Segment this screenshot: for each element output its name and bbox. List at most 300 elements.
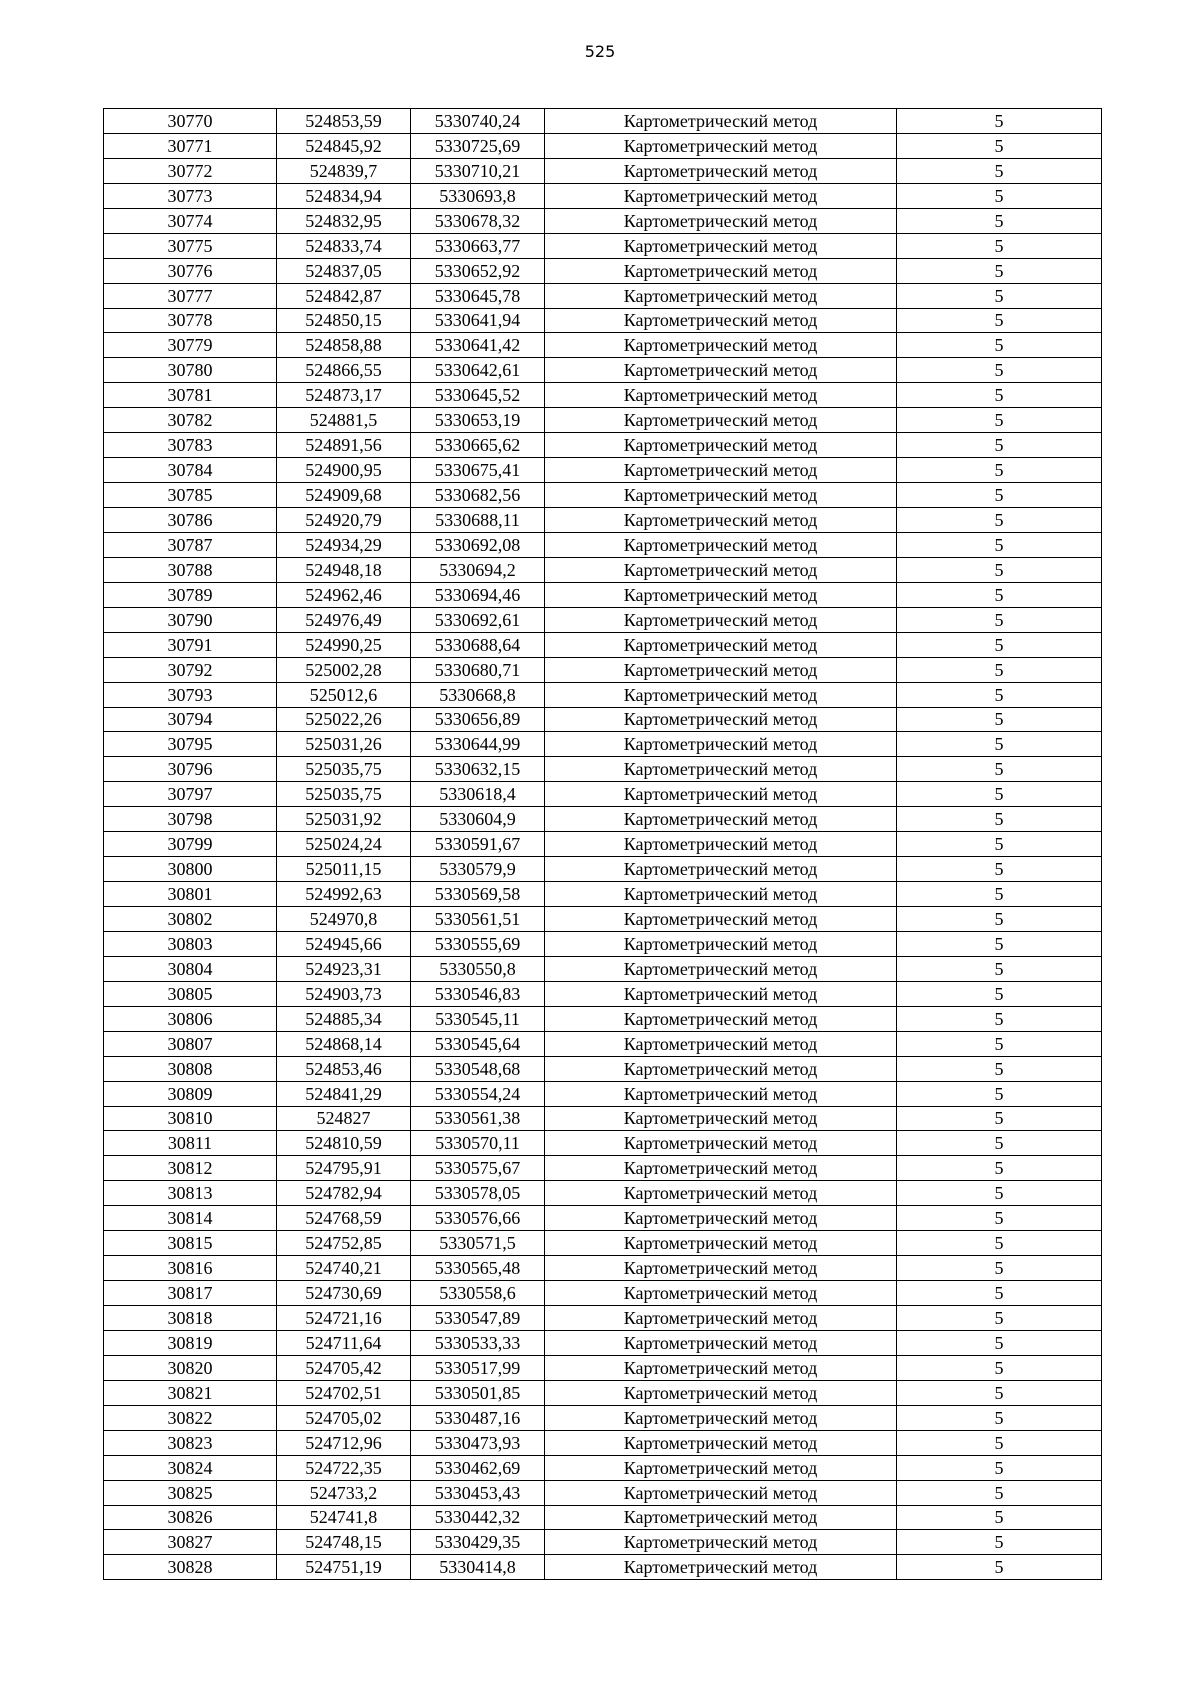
accuracy-cell: 5 bbox=[897, 133, 1102, 158]
y-coordinate-cell: 5330725,69 bbox=[411, 133, 545, 158]
y-coordinate-cell: 5330693,8 bbox=[411, 183, 545, 208]
point-number-cell: 30812 bbox=[104, 1156, 277, 1181]
point-number-cell: 30788 bbox=[104, 557, 277, 582]
method-cell: Картометрический метод bbox=[545, 1380, 897, 1405]
x-coordinate-cell: 525012,6 bbox=[277, 682, 411, 707]
y-coordinate-cell: 5330675,41 bbox=[411, 458, 545, 483]
y-coordinate-cell: 5330694,2 bbox=[411, 557, 545, 582]
table-row bbox=[104, 732, 1102, 757]
table-row bbox=[104, 1081, 1102, 1106]
method-cell: Картометрический метод bbox=[545, 682, 897, 707]
accuracy-cell: 5 bbox=[897, 1131, 1102, 1156]
method-cell: Картометрический метод bbox=[545, 1081, 897, 1106]
x-coordinate-cell: 524722,35 bbox=[277, 1455, 411, 1480]
point-number-cell: 30824 bbox=[104, 1455, 277, 1480]
x-coordinate-cell: 524712,96 bbox=[277, 1430, 411, 1455]
table-row bbox=[104, 1281, 1102, 1306]
x-coordinate-cell: 525031,26 bbox=[277, 732, 411, 757]
point-number-cell: 30809 bbox=[104, 1081, 277, 1106]
accuracy-cell: 5 bbox=[897, 981, 1102, 1006]
accuracy-cell: 5 bbox=[897, 882, 1102, 907]
table-row bbox=[104, 1256, 1102, 1281]
point-number-cell: 30779 bbox=[104, 333, 277, 358]
x-coordinate-cell: 524992,63 bbox=[277, 882, 411, 907]
x-coordinate-cell: 524866,55 bbox=[277, 358, 411, 383]
accuracy-cell: 5 bbox=[897, 458, 1102, 483]
table-row bbox=[104, 1505, 1102, 1530]
point-number-cell: 30796 bbox=[104, 757, 277, 782]
y-coordinate-cell: 5330517,99 bbox=[411, 1355, 545, 1380]
method-cell: Картометрический метод bbox=[545, 757, 897, 782]
coordinates-table bbox=[103, 108, 1102, 1580]
method-cell: Картометрический метод bbox=[545, 632, 897, 657]
table-row bbox=[104, 757, 1102, 782]
accuracy-cell: 5 bbox=[897, 208, 1102, 233]
point-number-cell: 30821 bbox=[104, 1380, 277, 1405]
method-cell: Картометрический метод bbox=[545, 408, 897, 433]
accuracy-cell: 5 bbox=[897, 1330, 1102, 1355]
accuracy-cell: 5 bbox=[897, 1256, 1102, 1281]
table-row bbox=[104, 283, 1102, 308]
accuracy-cell: 5 bbox=[897, 1156, 1102, 1181]
x-coordinate-cell: 524900,95 bbox=[277, 458, 411, 483]
y-coordinate-cell: 5330645,52 bbox=[411, 383, 545, 408]
method-cell: Картометрический метод bbox=[545, 607, 897, 632]
y-coordinate-cell: 5330688,64 bbox=[411, 632, 545, 657]
table-row bbox=[104, 1306, 1102, 1331]
table-row bbox=[104, 1530, 1102, 1555]
y-coordinate-cell: 5330561,51 bbox=[411, 907, 545, 932]
method-cell: Картометрический метод bbox=[545, 582, 897, 607]
point-number-cell: 30799 bbox=[104, 832, 277, 857]
method-cell: Картометрический метод bbox=[545, 1330, 897, 1355]
table-row bbox=[104, 682, 1102, 707]
x-coordinate-cell: 524909,68 bbox=[277, 483, 411, 508]
table-row bbox=[104, 1031, 1102, 1056]
x-coordinate-cell: 524990,25 bbox=[277, 632, 411, 657]
table-row bbox=[104, 882, 1102, 907]
point-number-cell: 30827 bbox=[104, 1530, 277, 1555]
method-cell: Картометрический метод bbox=[545, 433, 897, 458]
x-coordinate-cell: 525022,26 bbox=[277, 707, 411, 732]
point-number-cell: 30826 bbox=[104, 1505, 277, 1530]
y-coordinate-cell: 5330429,35 bbox=[411, 1530, 545, 1555]
method-cell: Картометрический метод bbox=[545, 1031, 897, 1056]
method-cell: Картометрический метод bbox=[545, 1156, 897, 1181]
y-coordinate-cell: 5330604,9 bbox=[411, 807, 545, 832]
table-row bbox=[104, 433, 1102, 458]
y-coordinate-cell: 5330533,33 bbox=[411, 1330, 545, 1355]
point-number-cell: 30775 bbox=[104, 233, 277, 258]
method-cell: Картометрический метод bbox=[545, 1231, 897, 1256]
y-coordinate-cell: 5330576,66 bbox=[411, 1206, 545, 1231]
accuracy-cell: 5 bbox=[897, 1231, 1102, 1256]
y-coordinate-cell: 5330487,16 bbox=[411, 1405, 545, 1430]
table-row bbox=[104, 857, 1102, 882]
x-coordinate-cell: 524945,66 bbox=[277, 931, 411, 956]
accuracy-cell: 5 bbox=[897, 857, 1102, 882]
accuracy-cell: 5 bbox=[897, 607, 1102, 632]
y-coordinate-cell: 5330462,69 bbox=[411, 1455, 545, 1480]
table-row bbox=[104, 408, 1102, 433]
accuracy-cell: 5 bbox=[897, 1555, 1102, 1580]
method-cell: Картометрический метод bbox=[545, 1206, 897, 1231]
point-number-cell: 30806 bbox=[104, 1006, 277, 1031]
x-coordinate-cell: 524885,34 bbox=[277, 1006, 411, 1031]
y-coordinate-cell: 5330501,85 bbox=[411, 1380, 545, 1405]
y-coordinate-cell: 5330555,69 bbox=[411, 931, 545, 956]
method-cell: Картометрический метод bbox=[545, 907, 897, 932]
y-coordinate-cell: 5330668,8 bbox=[411, 682, 545, 707]
point-number-cell: 30781 bbox=[104, 383, 277, 408]
accuracy-cell: 5 bbox=[897, 1306, 1102, 1331]
method-cell: Картометрический метод bbox=[545, 308, 897, 333]
accuracy-cell: 5 bbox=[897, 1006, 1102, 1031]
accuracy-cell: 5 bbox=[897, 907, 1102, 932]
y-coordinate-cell: 5330692,61 bbox=[411, 607, 545, 632]
method-cell: Картометрический метод bbox=[545, 1181, 897, 1206]
accuracy-cell: 5 bbox=[897, 732, 1102, 757]
table-row bbox=[104, 458, 1102, 483]
accuracy-cell: 5 bbox=[897, 258, 1102, 283]
method-cell: Картометрический метод bbox=[545, 782, 897, 807]
point-number-cell: 30798 bbox=[104, 807, 277, 832]
method-cell: Картометрический метод bbox=[545, 657, 897, 682]
y-coordinate-cell: 5330561,38 bbox=[411, 1106, 545, 1131]
point-number-cell: 30794 bbox=[104, 707, 277, 732]
accuracy-cell: 5 bbox=[897, 1181, 1102, 1206]
y-coordinate-cell: 5330548,68 bbox=[411, 1056, 545, 1081]
table-row bbox=[104, 832, 1102, 857]
method-cell: Картометрический метод bbox=[545, 832, 897, 857]
x-coordinate-cell: 525024,24 bbox=[277, 832, 411, 857]
point-number-cell: 30828 bbox=[104, 1555, 277, 1580]
method-cell: Картометрический метод bbox=[545, 283, 897, 308]
x-coordinate-cell: 525035,75 bbox=[277, 757, 411, 782]
method-cell: Картометрический метод bbox=[545, 508, 897, 533]
method-cell: Картометрический метод bbox=[545, 1480, 897, 1505]
point-number-cell: 30814 bbox=[104, 1206, 277, 1231]
table-row bbox=[104, 483, 1102, 508]
x-coordinate-cell: 524833,74 bbox=[277, 233, 411, 258]
x-coordinate-cell: 524705,02 bbox=[277, 1405, 411, 1430]
point-number-cell: 30808 bbox=[104, 1056, 277, 1081]
accuracy-cell: 5 bbox=[897, 1206, 1102, 1231]
x-coordinate-cell: 524934,29 bbox=[277, 532, 411, 557]
accuracy-cell: 5 bbox=[897, 532, 1102, 557]
table-row bbox=[104, 582, 1102, 607]
y-coordinate-cell: 5330591,67 bbox=[411, 832, 545, 857]
point-number-cell: 30800 bbox=[104, 857, 277, 882]
point-number-cell: 30777 bbox=[104, 283, 277, 308]
x-coordinate-cell: 524733,2 bbox=[277, 1480, 411, 1505]
method-cell: Картометрический метод bbox=[545, 133, 897, 158]
method-cell: Картометрический метод bbox=[545, 1006, 897, 1031]
table-row bbox=[104, 358, 1102, 383]
x-coordinate-cell: 525035,75 bbox=[277, 782, 411, 807]
accuracy-cell: 5 bbox=[897, 1380, 1102, 1405]
point-number-cell: 30787 bbox=[104, 532, 277, 557]
accuracy-cell: 5 bbox=[897, 358, 1102, 383]
point-number-cell: 30807 bbox=[104, 1031, 277, 1056]
y-coordinate-cell: 5330579,9 bbox=[411, 857, 545, 882]
y-coordinate-cell: 5330578,05 bbox=[411, 1181, 545, 1206]
x-coordinate-cell: 524868,14 bbox=[277, 1031, 411, 1056]
method-cell: Картометрический метод bbox=[545, 956, 897, 981]
method-cell: Картометрический метод bbox=[545, 483, 897, 508]
method-cell: Картометрический метод bbox=[545, 158, 897, 183]
table-row bbox=[104, 308, 1102, 333]
table-row bbox=[104, 1455, 1102, 1480]
accuracy-cell: 5 bbox=[897, 1056, 1102, 1081]
accuracy-cell: 5 bbox=[897, 1031, 1102, 1056]
accuracy-cell: 5 bbox=[897, 233, 1102, 258]
accuracy-cell: 5 bbox=[897, 1530, 1102, 1555]
x-coordinate-cell: 524841,29 bbox=[277, 1081, 411, 1106]
table-row bbox=[104, 1231, 1102, 1256]
method-cell: Картометрический метод bbox=[545, 1281, 897, 1306]
table-row bbox=[104, 707, 1102, 732]
x-coordinate-cell: 524976,49 bbox=[277, 607, 411, 632]
x-coordinate-cell: 524768,59 bbox=[277, 1206, 411, 1231]
method-cell: Картометрический метод bbox=[545, 1430, 897, 1455]
y-coordinate-cell: 5330565,48 bbox=[411, 1256, 545, 1281]
x-coordinate-cell: 524832,95 bbox=[277, 208, 411, 233]
table-row bbox=[104, 1555, 1102, 1580]
point-number-cell: 30822 bbox=[104, 1405, 277, 1430]
x-coordinate-cell: 524850,15 bbox=[277, 308, 411, 333]
point-number-cell: 30784 bbox=[104, 458, 277, 483]
point-number-cell: 30791 bbox=[104, 632, 277, 657]
point-number-cell: 30801 bbox=[104, 882, 277, 907]
point-number-cell: 30778 bbox=[104, 308, 277, 333]
method-cell: Картометрический метод bbox=[545, 109, 897, 134]
method-cell: Картометрический метод bbox=[545, 882, 897, 907]
x-coordinate-cell: 524740,21 bbox=[277, 1256, 411, 1281]
x-coordinate-cell: 524962,46 bbox=[277, 582, 411, 607]
x-coordinate-cell: 524748,15 bbox=[277, 1530, 411, 1555]
point-number-cell: 30817 bbox=[104, 1281, 277, 1306]
point-number-cell: 30818 bbox=[104, 1306, 277, 1331]
method-cell: Картометрический метод bbox=[545, 981, 897, 1006]
point-number-cell: 30804 bbox=[104, 956, 277, 981]
table-row bbox=[104, 557, 1102, 582]
method-cell: Картометрический метод bbox=[545, 1106, 897, 1131]
table-row bbox=[104, 1330, 1102, 1355]
point-number-cell: 30811 bbox=[104, 1131, 277, 1156]
y-coordinate-cell: 5330644,99 bbox=[411, 732, 545, 757]
y-coordinate-cell: 5330571,5 bbox=[411, 1231, 545, 1256]
point-number-cell: 30790 bbox=[104, 607, 277, 632]
point-number-cell: 30795 bbox=[104, 732, 277, 757]
x-coordinate-cell: 524752,85 bbox=[277, 1231, 411, 1256]
point-number-cell: 30789 bbox=[104, 582, 277, 607]
y-coordinate-cell: 5330641,42 bbox=[411, 333, 545, 358]
point-number-cell: 30785 bbox=[104, 483, 277, 508]
method-cell: Картометрический метод bbox=[545, 1355, 897, 1380]
accuracy-cell: 5 bbox=[897, 1455, 1102, 1480]
y-coordinate-cell: 5330694,46 bbox=[411, 582, 545, 607]
y-coordinate-cell: 5330442,32 bbox=[411, 1505, 545, 1530]
method-cell: Картометрический метод bbox=[545, 557, 897, 582]
table-row bbox=[104, 183, 1102, 208]
y-coordinate-cell: 5330554,24 bbox=[411, 1081, 545, 1106]
point-number-cell: 30802 bbox=[104, 907, 277, 932]
accuracy-cell: 5 bbox=[897, 383, 1102, 408]
x-coordinate-cell: 524970,8 bbox=[277, 907, 411, 932]
x-coordinate-cell: 524721,16 bbox=[277, 1306, 411, 1331]
y-coordinate-cell: 5330641,94 bbox=[411, 308, 545, 333]
table-row bbox=[104, 907, 1102, 932]
x-coordinate-cell: 524751,19 bbox=[277, 1555, 411, 1580]
point-number-cell: 30786 bbox=[104, 508, 277, 533]
x-coordinate-cell: 524834,94 bbox=[277, 183, 411, 208]
point-number-cell: 30770 bbox=[104, 109, 277, 134]
point-number-cell: 30782 bbox=[104, 408, 277, 433]
point-number-cell: 30819 bbox=[104, 1330, 277, 1355]
y-coordinate-cell: 5330665,62 bbox=[411, 433, 545, 458]
accuracy-cell: 5 bbox=[897, 757, 1102, 782]
table-row bbox=[104, 158, 1102, 183]
accuracy-cell: 5 bbox=[897, 782, 1102, 807]
y-coordinate-cell: 5330656,89 bbox=[411, 707, 545, 732]
accuracy-cell: 5 bbox=[897, 956, 1102, 981]
y-coordinate-cell: 5330545,11 bbox=[411, 1006, 545, 1031]
accuracy-cell: 5 bbox=[897, 1505, 1102, 1530]
point-number-cell: 30816 bbox=[104, 1256, 277, 1281]
method-cell: Картометрический метод bbox=[545, 807, 897, 832]
accuracy-cell: 5 bbox=[897, 707, 1102, 732]
y-coordinate-cell: 5330682,56 bbox=[411, 483, 545, 508]
table-row bbox=[104, 1106, 1102, 1131]
table-row bbox=[104, 508, 1102, 533]
y-coordinate-cell: 5330546,83 bbox=[411, 981, 545, 1006]
table-row bbox=[104, 258, 1102, 283]
y-coordinate-cell: 5330575,67 bbox=[411, 1156, 545, 1181]
table-row bbox=[104, 807, 1102, 832]
table-row bbox=[104, 333, 1102, 358]
accuracy-cell: 5 bbox=[897, 333, 1102, 358]
point-number-cell: 30803 bbox=[104, 931, 277, 956]
x-coordinate-cell: 524853,59 bbox=[277, 109, 411, 134]
table-row bbox=[104, 208, 1102, 233]
table-row bbox=[104, 1156, 1102, 1181]
method-cell: Картометрический метод bbox=[545, 931, 897, 956]
y-coordinate-cell: 5330632,15 bbox=[411, 757, 545, 782]
y-coordinate-cell: 5330688,11 bbox=[411, 508, 545, 533]
accuracy-cell: 5 bbox=[897, 1430, 1102, 1455]
point-number-cell: 30810 bbox=[104, 1106, 277, 1131]
x-coordinate-cell: 524730,69 bbox=[277, 1281, 411, 1306]
x-coordinate-cell: 524858,88 bbox=[277, 333, 411, 358]
y-coordinate-cell: 5330569,58 bbox=[411, 882, 545, 907]
table-row bbox=[104, 1405, 1102, 1430]
x-coordinate-cell: 524782,94 bbox=[277, 1181, 411, 1206]
table-row bbox=[104, 383, 1102, 408]
accuracy-cell: 5 bbox=[897, 632, 1102, 657]
y-coordinate-cell: 5330618,4 bbox=[411, 782, 545, 807]
y-coordinate-cell: 5330642,61 bbox=[411, 358, 545, 383]
method-cell: Картометрический метод bbox=[545, 1555, 897, 1580]
point-number-cell: 30792 bbox=[104, 657, 277, 682]
method-cell: Картометрический метод bbox=[545, 383, 897, 408]
x-coordinate-cell: 524795,91 bbox=[277, 1156, 411, 1181]
accuracy-cell: 5 bbox=[897, 582, 1102, 607]
accuracy-cell: 5 bbox=[897, 1355, 1102, 1380]
accuracy-cell: 5 bbox=[897, 931, 1102, 956]
table-row bbox=[104, 1430, 1102, 1455]
y-coordinate-cell: 5330453,43 bbox=[411, 1480, 545, 1505]
method-cell: Картометрический метод bbox=[545, 1405, 897, 1430]
accuracy-cell: 5 bbox=[897, 1281, 1102, 1306]
method-cell: Картометрический метод bbox=[545, 233, 897, 258]
accuracy-cell: 5 bbox=[897, 1081, 1102, 1106]
x-coordinate-cell: 524903,73 bbox=[277, 981, 411, 1006]
y-coordinate-cell: 5330652,92 bbox=[411, 258, 545, 283]
accuracy-cell: 5 bbox=[897, 1480, 1102, 1505]
accuracy-cell: 5 bbox=[897, 832, 1102, 857]
accuracy-cell: 5 bbox=[897, 1405, 1102, 1430]
x-coordinate-cell: 524873,17 bbox=[277, 383, 411, 408]
point-number-cell: 30780 bbox=[104, 358, 277, 383]
table-row bbox=[104, 782, 1102, 807]
x-coordinate-cell: 524711,64 bbox=[277, 1330, 411, 1355]
table-row bbox=[104, 532, 1102, 557]
x-coordinate-cell: 524845,92 bbox=[277, 133, 411, 158]
accuracy-cell: 5 bbox=[897, 1106, 1102, 1131]
accuracy-cell: 5 bbox=[897, 408, 1102, 433]
method-cell: Картометрический метод bbox=[545, 258, 897, 283]
y-coordinate-cell: 5330645,78 bbox=[411, 283, 545, 308]
method-cell: Картометрический метод bbox=[545, 458, 897, 483]
y-coordinate-cell: 5330547,89 bbox=[411, 1306, 545, 1331]
y-coordinate-cell: 5330710,21 bbox=[411, 158, 545, 183]
y-coordinate-cell: 5330678,32 bbox=[411, 208, 545, 233]
table-row bbox=[104, 1181, 1102, 1206]
method-cell: Картометрический метод bbox=[545, 1306, 897, 1331]
x-coordinate-cell: 524842,87 bbox=[277, 283, 411, 308]
y-coordinate-cell: 5330663,77 bbox=[411, 233, 545, 258]
x-coordinate-cell: 524837,05 bbox=[277, 258, 411, 283]
table-row bbox=[104, 1380, 1102, 1405]
y-coordinate-cell: 5330550,8 bbox=[411, 956, 545, 981]
point-number-cell: 30772 bbox=[104, 158, 277, 183]
x-coordinate-cell: 524881,5 bbox=[277, 408, 411, 433]
point-number-cell: 30825 bbox=[104, 1480, 277, 1505]
method-cell: Картометрический метод bbox=[545, 732, 897, 757]
page-number: 525 bbox=[584, 42, 616, 61]
method-cell: Картометрический метод bbox=[545, 532, 897, 557]
x-coordinate-cell: 525002,28 bbox=[277, 657, 411, 682]
table-row bbox=[104, 981, 1102, 1006]
accuracy-cell: 5 bbox=[897, 557, 1102, 582]
method-cell: Картометрический метод bbox=[545, 1256, 897, 1281]
y-coordinate-cell: 5330740,24 bbox=[411, 109, 545, 134]
point-number-cell: 30773 bbox=[104, 183, 277, 208]
x-coordinate-cell: 524827 bbox=[277, 1106, 411, 1131]
accuracy-cell: 5 bbox=[897, 158, 1102, 183]
point-number-cell: 30815 bbox=[104, 1231, 277, 1256]
table-row bbox=[104, 133, 1102, 158]
x-coordinate-cell: 524891,56 bbox=[277, 433, 411, 458]
accuracy-cell: 5 bbox=[897, 807, 1102, 832]
table-row bbox=[104, 1056, 1102, 1081]
x-coordinate-cell: 524948,18 bbox=[277, 557, 411, 582]
method-cell: Картометрический метод bbox=[545, 1530, 897, 1555]
x-coordinate-cell: 524923,31 bbox=[277, 956, 411, 981]
table-row bbox=[104, 109, 1102, 134]
table-row bbox=[104, 233, 1102, 258]
